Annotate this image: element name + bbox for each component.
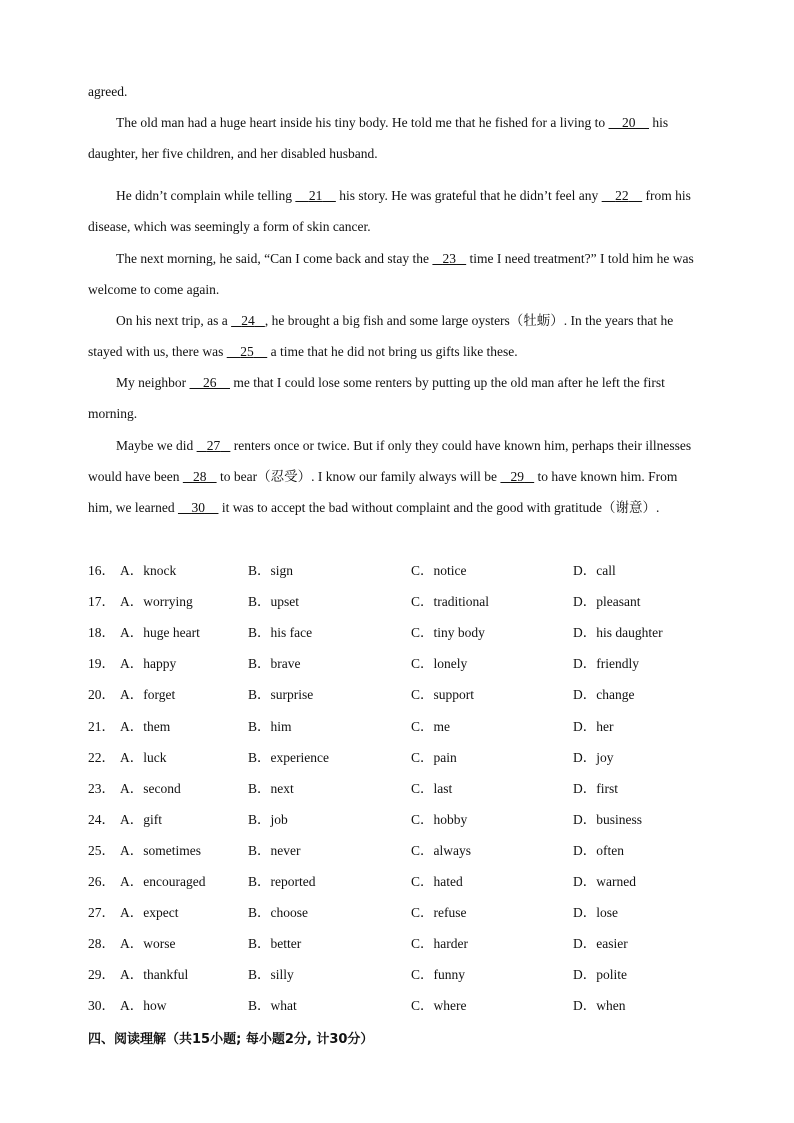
question-number: 30． <box>88 998 115 1014</box>
option-b[interactable]: B．sign <box>248 563 294 578</box>
option-d[interactable]: D．warned <box>573 874 636 889</box>
option-c[interactable]: C．harder <box>411 936 468 952</box>
option-a[interactable]: A．knock <box>120 563 177 578</box>
blank-29: 29 <box>510 469 525 484</box>
question-row <box>88 928 708 959</box>
option-b[interactable]: B．his face <box>248 625 313 641</box>
option-d[interactable]: D．business <box>573 811 643 827</box>
option-d[interactable]: D．first <box>573 780 618 796</box>
option-d[interactable]: D．his daughter <box>573 625 663 641</box>
blank-20: 20 <box>622 115 636 130</box>
question-row <box>88 990 708 1021</box>
option-d[interactable]: D．when <box>573 998 626 1014</box>
blank-26: 26 <box>203 375 217 390</box>
option-b[interactable]: B．better <box>248 936 302 952</box>
section-heading: 四、阅读理解（共15小题; 每小题2分, 计30分） <box>88 1032 374 1047</box>
paragraph-text: to bear（忍受）. I know our family always will be <box>216 469 501 484</box>
option-a[interactable]: A．luck <box>120 749 167 765</box>
question-number: 19． <box>88 656 115 672</box>
blank-22: 22 <box>615 188 629 203</box>
passage-paragraph-6 <box>88 430 704 523</box>
question-number: 29． <box>88 967 115 983</box>
paragraph-text: The old man had a huge heart inside his tiny body. He told me that he fished for a living to <box>116 115 609 130</box>
option-b[interactable]: B．what <box>248 998 297 1014</box>
question-row <box>88 586 708 617</box>
option-a[interactable]: A．worse <box>120 936 176 952</box>
option-a[interactable]: A．expect <box>120 905 179 921</box>
option-c[interactable]: C．support <box>411 687 475 703</box>
option-d[interactable]: D．lose <box>573 905 618 921</box>
paragraph-text: He didn’t complain while telling <box>116 188 296 203</box>
blank-28: 28 <box>192 469 207 484</box>
option-c[interactable]: C．refuse <box>411 905 467 921</box>
paragraph-text: The next morning, he said, “Can I come back and stay the <box>116 251 433 266</box>
question-row <box>88 617 708 648</box>
option-b[interactable]: B．next <box>248 780 294 796</box>
question-row <box>88 555 708 586</box>
blank-23: 23 <box>442 251 457 266</box>
blank-21: 21 <box>308 188 323 203</box>
option-d[interactable]: D．friendly <box>573 656 639 672</box>
option-b[interactable]: B．experience <box>248 749 329 765</box>
question-number: 16． <box>88 563 115 578</box>
option-c[interactable]: C．me <box>411 718 450 734</box>
question-number: 22． <box>88 749 115 765</box>
option-c[interactable]: C．lonely <box>411 656 468 672</box>
question-number: 17． <box>88 594 115 610</box>
question-number: 28． <box>88 936 115 952</box>
question-number: 24． <box>88 811 115 827</box>
option-a[interactable]: A．worrying <box>120 594 193 610</box>
paragraph-text: me that I could lose some renters by putting up the old man after he left the first morning. <box>88 375 665 421</box>
option-b[interactable]: B．brave <box>248 656 301 672</box>
option-a[interactable]: A．second <box>120 780 181 796</box>
question-number: 25． <box>88 842 115 858</box>
question-number: 27． <box>88 905 115 921</box>
option-d[interactable]: D．polite <box>573 967 627 983</box>
question-row <box>88 679 708 710</box>
option-c[interactable]: C．tiny body <box>411 625 485 641</box>
question-number: 21． <box>88 718 115 734</box>
passage-paragraph-0 <box>88 76 704 107</box>
question-row <box>88 742 708 773</box>
option-c[interactable]: C．last <box>411 780 453 796</box>
paragraph-text: time I need treatment?” I told him he was welcome to come again. <box>88 251 694 297</box>
question-row <box>88 959 708 990</box>
option-a[interactable]: A．encouraged <box>120 874 206 889</box>
paragraph-text: his story. He was grateful that he didn’t feel any <box>335 188 602 203</box>
option-a[interactable]: A．gift <box>120 811 162 827</box>
paragraph-text: his daughter, her five children, and her disabled husband. <box>88 115 669 161</box>
option-b[interactable]: B．reported <box>248 874 316 889</box>
question-number: 18． <box>88 625 115 641</box>
paragraph-text: a time that he did not bring us gifts like these. <box>267 344 518 359</box>
option-c[interactable]: C．hated <box>411 874 463 889</box>
paragraph-text: it was to accept the bad without complaint and the good with gratitude（谢意）. <box>218 500 660 515</box>
option-d[interactable]: D．her <box>573 718 614 734</box>
option-c[interactable]: C．always <box>411 842 471 858</box>
option-b[interactable]: B．silly <box>248 967 294 983</box>
paragraph-text: Maybe we did <box>116 438 197 453</box>
passage-paragraph-2 <box>88 180 704 242</box>
option-d[interactable]: D．often <box>573 842 624 858</box>
option-a[interactable]: A．sometimes <box>120 842 201 858</box>
question-number: 20． <box>88 687 115 703</box>
paragraph-text: On his next trip, as a <box>116 313 232 328</box>
question-row <box>88 897 708 928</box>
option-a[interactable]: A．how <box>120 998 167 1014</box>
question-row <box>88 711 708 742</box>
option-b[interactable]: B．choose <box>248 905 308 921</box>
option-b[interactable]: B．never <box>248 842 301 858</box>
option-c[interactable]: C．hobby <box>411 811 468 827</box>
option-d[interactable]: D．easier <box>573 936 628 952</box>
question-row <box>88 866 708 897</box>
option-b[interactable]: B．upset <box>248 594 300 610</box>
option-a[interactable]: A．thankful <box>120 967 189 983</box>
passage-paragraph-1 <box>88 107 704 169</box>
option-a[interactable]: A．huge heart <box>120 625 200 641</box>
option-a[interactable]: A．happy <box>120 656 177 672</box>
question-number: 23． <box>88 780 115 796</box>
option-d[interactable]: D．call <box>573 563 616 578</box>
option-c[interactable]: C．traditional <box>411 594 489 610</box>
option-c[interactable]: C．where <box>411 998 467 1014</box>
blank-25: 25 <box>240 344 254 359</box>
option-d[interactable]: D．pleasant <box>573 594 641 610</box>
blank-27: 27 <box>206 438 221 453</box>
paragraph-text: agreed. <box>88 84 128 99</box>
question-row <box>88 648 708 679</box>
question-row <box>88 773 708 804</box>
passage-paragraph-4 <box>88 305 704 367</box>
option-b[interactable]: B．surprise <box>248 687 314 703</box>
option-b[interactable]: B．him <box>248 718 292 734</box>
paragraph-text: , he brought a big fish and some large oysters（牡蛎）. In the years that he stayed with us, there was <box>88 313 674 359</box>
paragraph-text: My neighbor <box>116 375 190 390</box>
paragraph-text: from his disease, which was seemingly a form of skin cancer. <box>88 188 691 234</box>
option-a[interactable]: A．them <box>120 718 171 734</box>
question-row <box>88 835 708 866</box>
option-d[interactable]: D．joy <box>573 749 614 765</box>
option-c[interactable]: C．funny <box>411 967 465 983</box>
question-number: 26． <box>88 874 115 889</box>
paragraph-text: to have known him. From him, we learned <box>88 469 678 515</box>
option-a[interactable]: A．forget <box>120 687 176 703</box>
paragraph-text: renters once or twice. But if only they could have known him, perhaps their illnesses would have been <box>88 438 692 484</box>
option-c[interactable]: C．notice <box>411 563 467 578</box>
blank-24: 24 <box>241 313 255 328</box>
option-b[interactable]: B．job <box>248 811 288 827</box>
blank-30: 30 <box>191 500 205 515</box>
passage-paragraph-3 <box>88 243 704 305</box>
option-c[interactable]: C．pain <box>411 749 457 765</box>
option-d[interactable]: D．change <box>573 687 635 703</box>
passage-paragraph-5 <box>88 367 704 429</box>
question-row <box>88 804 708 835</box>
